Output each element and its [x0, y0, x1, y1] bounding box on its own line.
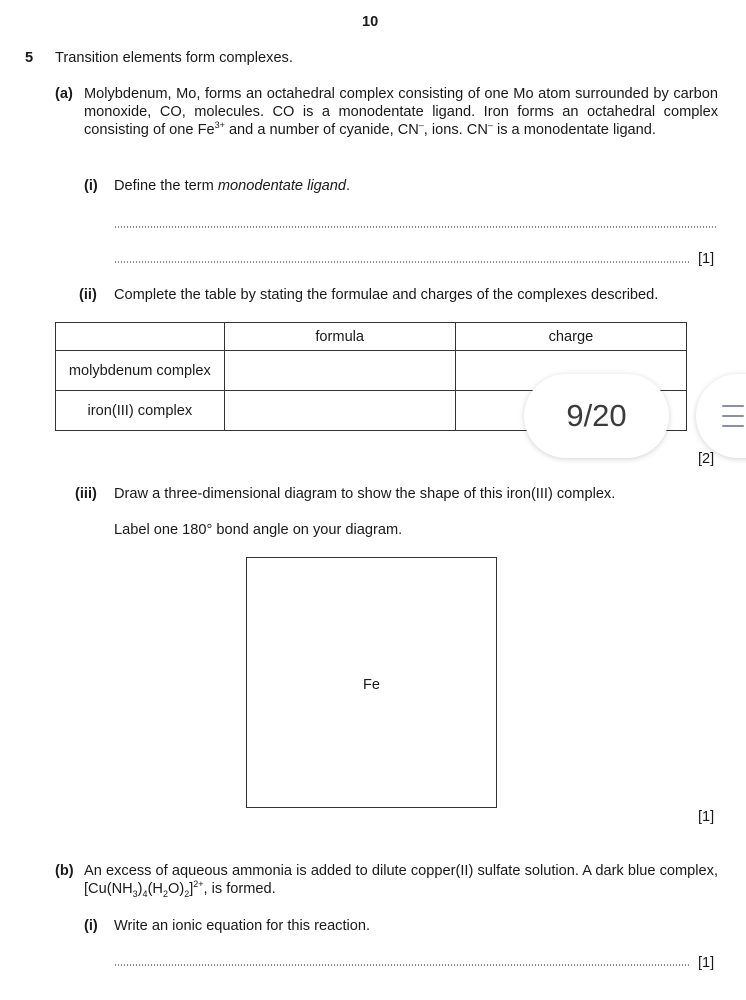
- table-header-cell: formula: [224, 323, 455, 351]
- drawing-box[interactable]: [246, 557, 497, 808]
- table-header-row: [56, 323, 687, 351]
- part-b-i-label: (i): [84, 918, 98, 934]
- table-header-cell: charge: [455, 323, 686, 351]
- formula-cell[interactable]: [224, 391, 455, 431]
- part-a-ii-prompt: Complete the table by stating the formulae and charges of the complexes described.: [114, 287, 659, 303]
- part-a-iii-prompt: Draw a three-dimensional diagram to show the shape of this iron(III) complex.: [114, 486, 616, 502]
- answer-line[interactable]: [114, 226, 717, 228]
- answer-line[interactable]: [114, 964, 690, 966]
- page-indicator-text: 9/20: [566, 398, 627, 433]
- marks-label: [1]: [698, 955, 715, 971]
- part-a-i-prompt: Define the term monodentate ligand.: [114, 178, 351, 194]
- row-label: molybdenum complex: [56, 351, 225, 391]
- question-stem: Transition elements form complexes.: [55, 50, 293, 66]
- part-b-label: (b): [55, 863, 74, 879]
- row-label: iron(III) complex: [56, 391, 225, 431]
- part-a-label: (a): [55, 86, 73, 102]
- part-a-text: Molybdenum, Mo, forms an octahedral complex consisting of one Mo atom surrounded by carbon monoxide, CO, molecules. CO is a monodentate ligand. Iron forms an octahedral complex consisting of one $Fe^{3+}$ and a number of cyanide, CN–, ions. CN– is a monodentate ligand.: [84, 86, 718, 138]
- fe-label: Fe: [363, 677, 381, 693]
- page-indicator[interactable]: [524, 374, 669, 458]
- part-b-i-prompt: Write an ionic equation for this reaction.: [114, 918, 371, 934]
- formula-cell[interactable]: [224, 351, 455, 391]
- marks-label: [1]: [698, 251, 715, 267]
- menu-button[interactable]: [696, 374, 746, 458]
- question-number: 5: [25, 50, 34, 66]
- marks-label: [2]: [698, 451, 715, 467]
- part-b-text: An excess of aqueous ammonia is added to dilute copper(II) sulfate solution. A dark blue complex, $[Cu(NH_3)_4(H_2O)_2]^{2+}$, is formed.: [84, 863, 718, 899]
- part-a-iii-label: (iii): [75, 486, 97, 502]
- part-a-ii-label: (ii): [79, 287, 97, 303]
- marks-label: [1]: [698, 809, 715, 825]
- answer-line[interactable]: [114, 261, 690, 263]
- page-number: 10: [362, 14, 379, 30]
- part-a-i-label: (i): [84, 178, 98, 194]
- part-a-iii-instruction: Label one 180° bond angle on your diagram.: [114, 522, 403, 538]
- table-header-cell: [56, 323, 225, 351]
